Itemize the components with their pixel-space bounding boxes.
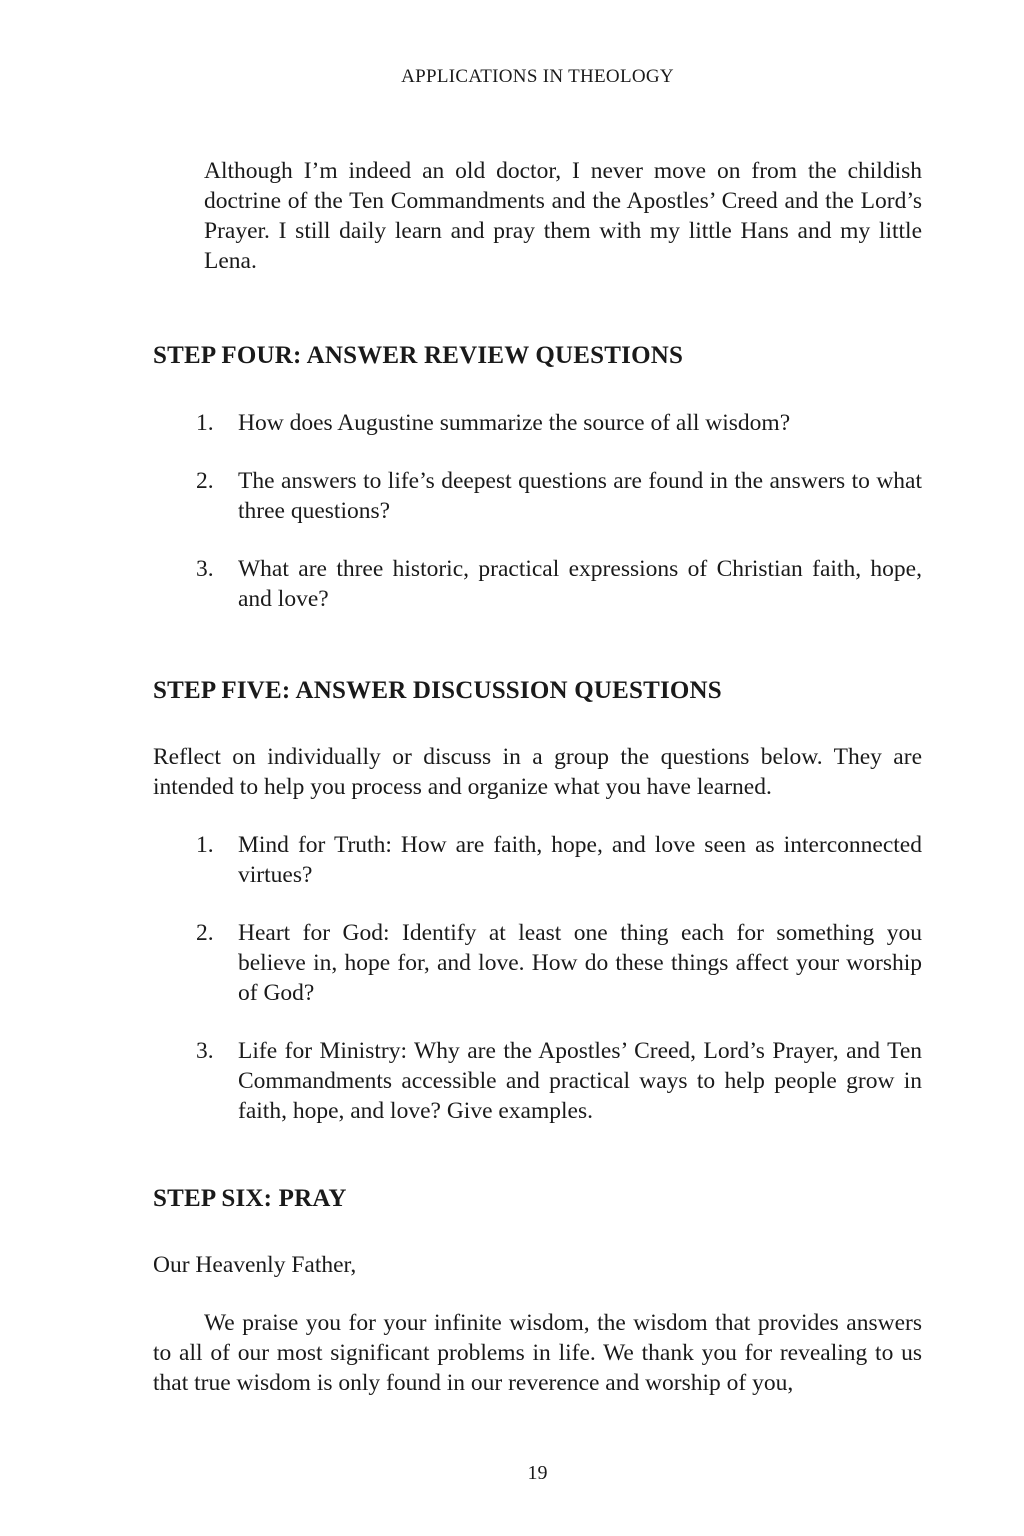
item-number: 3.	[196, 1038, 214, 1064]
list-item	[153, 830, 922, 890]
item-text: Mind for Truth: How are faith, hope, and love seen as interconnected virtues?	[238, 832, 922, 888]
running-header: APPLICATIONS IN THEOLOGY	[401, 66, 674, 87]
list-item	[153, 1036, 922, 1126]
prayer-text: We praise you for your infinite wisdom, the wisdom that provides answers to all of our most significant problems in life. We thank you for revealing to us that true wisdom is only found in our reverence and worship of you,	[153, 1310, 922, 1396]
prayer-salutation: Our Heavenly Father,	[153, 1252, 357, 1278]
review-questions-list	[153, 408, 922, 614]
item-number: 1.	[196, 410, 214, 436]
step-six-heading: STEP SIX: PRAY	[153, 1185, 347, 1212]
item-text: Heart for God: Identify at least one thing each for something you believe in, hope for, and love. How do these things affect your worship of God?	[238, 920, 922, 1006]
discussion-intro: Reflect on individually or discuss in a group the questions below. They are intended to help you process and organize what you have learned.	[153, 744, 922, 800]
discussion-questions-list	[153, 830, 922, 1126]
step-four-heading: STEP FOUR: ANSWER REVIEW QUESTIONS	[153, 342, 684, 369]
list-item	[153, 408, 922, 438]
item-text: How does Augustine summarize the source of all wisdom?	[238, 410, 791, 436]
step-five-heading: STEP FIVE: ANSWER DISCUSSION QUESTIONS	[153, 677, 722, 704]
item-number: 2.	[196, 468, 214, 494]
item-text: The answers to life’s deepest questions are found in the answers to what three questions?	[238, 468, 922, 524]
list-item	[153, 918, 922, 1008]
page-content	[153, 156, 922, 1398]
list-item	[153, 554, 922, 614]
list-item	[153, 466, 922, 526]
item-text: What are three historic, practical expressions of Christian faith, hope, and love?	[238, 556, 922, 612]
page-number: 19	[527, 1462, 548, 1484]
item-number: 3.	[196, 556, 214, 582]
item-number: 1.	[196, 832, 214, 858]
block-quote: Although I’m indeed an old doctor, I never move on from the childish doctrine of the Ten Commandments and the Apostles’ Creed and the Lord’s Prayer. I still daily learn and pray them with my little Hans and my little Lena.	[204, 158, 922, 274]
item-text: Life for Ministry: Why are the Apostles’ Creed, Lord’s Prayer, and Ten Commandments accessible and practical ways to help people grow in faith, hope, and love? Give examples.	[238, 1038, 922, 1124]
item-number: 2.	[196, 920, 214, 946]
